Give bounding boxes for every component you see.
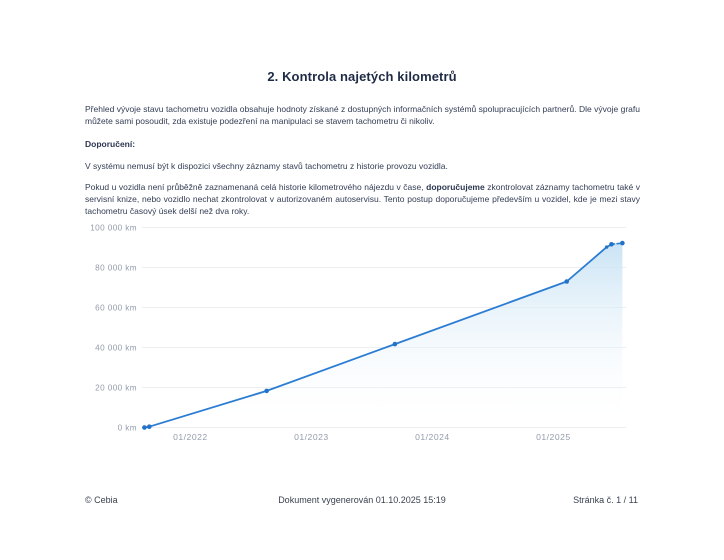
x-axis-tick-label: 01/2023: [294, 432, 329, 442]
y-axis-tick-label: 20 000 km: [95, 383, 137, 393]
data-point: [393, 342, 398, 347]
footer-page-number: Stránka č. 1 / 11: [573, 495, 638, 505]
system-note-paragraph: V systému nemusí být k dispozici všechny záznamy stavů tachometru z historie provozu vozidla.: [85, 160, 448, 171]
footer-generated-timestamp: Dokument vygenerován 01.10.2025 15:19: [278, 495, 446, 505]
data-point: [609, 242, 614, 247]
data-point: [264, 389, 269, 394]
x-axis-tick-label: 01/2025: [536, 432, 571, 442]
recommendation-text-2: zkontrolovat záznamy tachometru také v servisní knize, nebo vozidlo nechat zkontrolovat v autorizovaném autoservisu. Tento postup doporučujeme především u vozidel, kde je mezi stavy tachometru časový úsek delší než dva roky.: [85, 181, 640, 216]
y-axis-tick-label: 60 000 km: [95, 303, 137, 313]
recommendation-text-1: Pokud u vozidla není průběžně zaznamenaná celá historie kilometrového nájezdu v čase,: [85, 181, 427, 192]
odometer-chart: [0, 218, 724, 453]
footer-copyright: © Cebia: [85, 495, 118, 505]
y-axis-tick-label: 100 000 km: [90, 223, 137, 233]
y-axis-tick-label: 80 000 km: [95, 263, 137, 273]
x-axis-tick-label: 01/2022: [173, 432, 208, 442]
odometer-chart-svg: [0, 218, 724, 453]
y-axis-tick-label: 40 000 km: [95, 343, 137, 353]
data-point: [620, 241, 625, 246]
x-axis-tick-label: 01/2024: [415, 432, 450, 442]
odometer-area-fill: [144, 243, 622, 427]
intro-paragraph: Přehled vývoje stavu tachometru vozidla obsahuje hodnoty získané z dostupných informačních systémů spolupracujících partnerů. Dle vývoje grafu můžete sami posoudit, zda existuje podezření na manipulaci se stavem tachometru či nikoliv.: [85, 103, 640, 126]
data-point: [147, 424, 152, 429]
recommendation-text-bold: doporučujeme: [426, 181, 485, 192]
data-point: [142, 425, 147, 430]
y-axis-tick-label: 0 km: [117, 423, 137, 433]
data-point: [605, 245, 608, 248]
page-title: 2. Kontrola najetých kilometrů: [267, 68, 457, 84]
recommendation-label: Doporučení:: [85, 138, 136, 149]
recommendation-paragraph: [85, 181, 640, 217]
data-point: [564, 279, 569, 284]
